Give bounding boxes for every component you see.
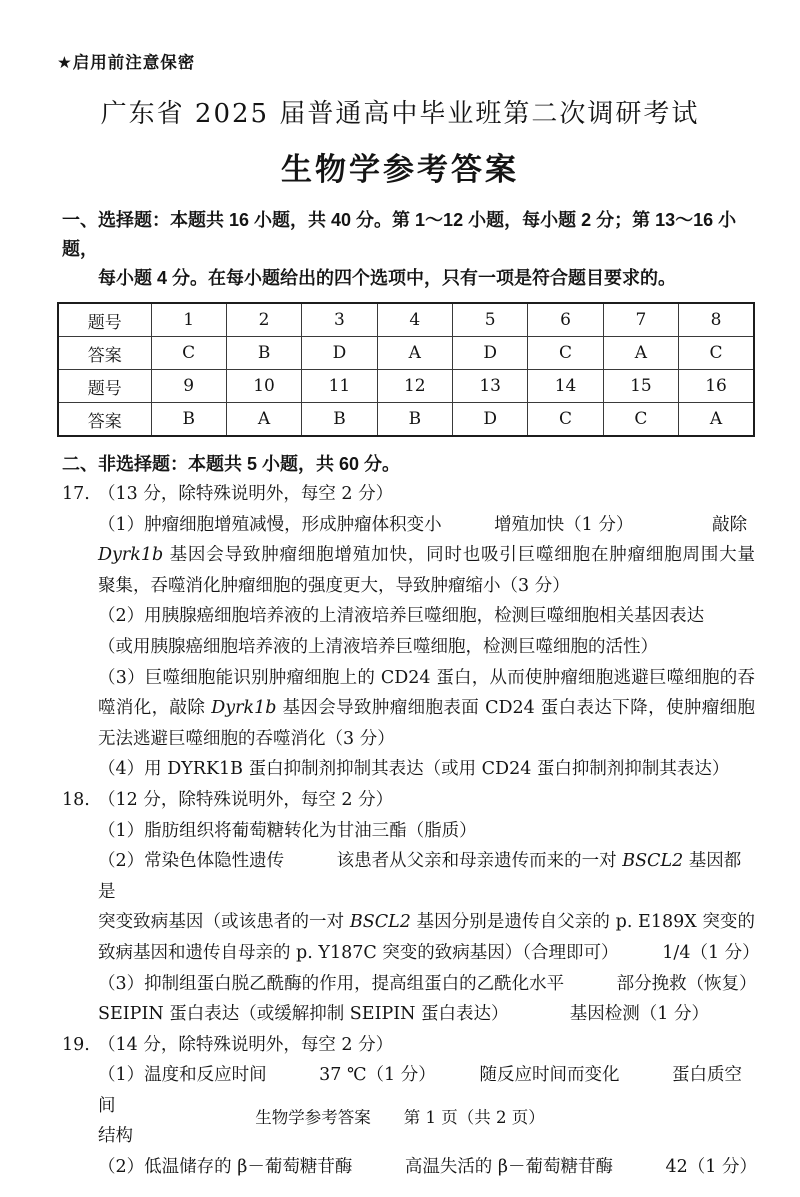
answer-line: （2）低温储存的 β－葡萄糖苷酶 高温失活的 β－葡萄糖苷酶 42（1 分）: [98, 1157, 757, 1178]
row-header: 答案: [58, 337, 151, 370]
table-cell: A: [679, 403, 754, 437]
table-cell: A: [377, 337, 452, 370]
page-footer: 生物学参考答案 第 1 页（共 2 页）: [255, 1108, 545, 1127]
table-cell: 4: [377, 303, 452, 337]
answer-line: SEIPIN 蛋白表达（或缓解抑制 SEIPIN 蛋白表达） 基因检测（1 分）: [98, 1004, 709, 1025]
table-cell: 10: [226, 370, 301, 403]
table-cell: 7: [603, 303, 678, 337]
table-cell: C: [603, 403, 678, 437]
multiple-choice-answer-table: [57, 302, 755, 437]
table-cell: D: [453, 403, 528, 437]
question-18-header: [62, 785, 755, 816]
table-cell: 15: [603, 370, 678, 403]
table-cell: 11: [302, 370, 377, 403]
table-cell: 2: [226, 303, 301, 337]
table-cell: B: [302, 403, 377, 437]
section1-heading-line1: 一、选择题：本题共 16 小题，共 40 分。第 1～12 小题，每小题 2 分；第 13～16 小题，: [62, 210, 737, 259]
answer-line: （2）用胰腺癌细胞培养液的上清液培养巨噬细胞，检测巨噬细胞相关基因表达: [98, 606, 705, 627]
answer-line: 无法逃避巨噬细胞的吞噬消化（3 分）: [98, 728, 395, 749]
table-row-answers-9-16: [58, 403, 754, 437]
answer-line: （4）用 DYRK1B 蛋白抑制剂抑制其表达（或用 CD24 蛋白抑制剂抑制其表达）: [98, 759, 730, 780]
table-cell: 3: [302, 303, 377, 337]
table-cell: 8: [679, 303, 754, 337]
answer-line: 聚集，吞噬消化肿瘤细胞的强度更大，导致肿瘤缩小（3 分）: [98, 575, 570, 596]
answer-line: 致病基因和遗传自母亲的 p. Y187C 突变的致病基因）（合理即可） 1/4（1 分）: [98, 942, 760, 963]
question-header-text: （13 分，除特殊说明外，每空 2 分）: [98, 484, 394, 504]
answer-line: 突变致病基因（或该患者的一对 BSCL2 基因分别是遗传自父亲的 p. E189X 突变的: [98, 912, 756, 933]
question-number: 18.: [62, 789, 90, 810]
table-cell: C: [528, 337, 603, 370]
section2-heading: 二、非选择题：本题共 5 小题，共 60 分。: [62, 454, 401, 474]
question-number: 19.: [62, 1034, 90, 1055]
question-header-text: （12 分，除特殊说明外，每空 2 分）: [98, 789, 394, 810]
table-cell: B: [226, 337, 301, 370]
table-cell: 16: [679, 370, 754, 403]
table-cell: 12: [377, 370, 452, 403]
table-cell: C: [679, 337, 754, 370]
security-notice: ★启用前注意保密: [57, 54, 196, 72]
table-cell: B: [377, 403, 452, 437]
question-18-block: [0, 785, 800, 1030]
table-cell: 1: [151, 303, 226, 337]
answer-line: （或用胰腺癌细胞培养液的上清液培养巨噬细胞，检测巨噬细胞的活性）: [98, 636, 658, 657]
table-row-question-numbers-1-8: [58, 303, 754, 337]
table-row-question-numbers-9-16: [58, 370, 754, 403]
answer-key-title: 生物学参考答案: [281, 152, 519, 187]
table-cell: D: [302, 337, 377, 370]
answer-line: （3）抑制组蛋白脱乙酰酶的作用，提高组蛋白的乙酰化水平 部分挽救（恢复）: [98, 973, 757, 994]
answer-line: （2）常染色体隐性遗传 该患者从父亲和母亲遗传而来的一对 BSCL2 基因都是: [98, 851, 742, 902]
table-cell: C: [151, 337, 226, 370]
table-cell: D: [453, 337, 528, 370]
answer-line: （1）肿瘤细胞增殖减慢，形成肿瘤体积变小 增殖加快（1 分） 敲除: [98, 514, 748, 535]
table-row-answers-1-8: [58, 337, 754, 370]
answer-line: （1）温度和反应时间 37 ℃（1 分） 随反应时间而变化 蛋白质空间: [98, 1065, 742, 1116]
exam-title: 广东省 2025 届普通高中毕业班第二次调研考试: [100, 99, 700, 129]
answer-line: Dyrk1b 基因会导致肿瘤细胞增殖加快，同时也吸引巨噬细胞在肿瘤细胞周围大量: [98, 545, 755, 566]
table-cell: B: [151, 403, 226, 437]
answer-line: （1）脂肪组织将葡萄糖转化为甘油三酯（脂质）: [98, 820, 477, 841]
row-header: 题号: [58, 370, 151, 403]
answer-line: 噬消化，敲除 Dyrk1b 基因会导致肿瘤细胞表面 CD24 蛋白表达下降，使肿瘤细胞: [98, 698, 755, 719]
table-cell: 14: [528, 370, 603, 403]
question-17-block: [0, 479, 800, 785]
row-header: 答案: [58, 403, 151, 437]
question-17-header: [62, 479, 755, 510]
table-cell: A: [603, 337, 678, 370]
table-cell: C: [528, 403, 603, 437]
question-number: 17.: [62, 484, 90, 504]
row-header: 题号: [58, 303, 151, 337]
answer-line: （3）巨噬细胞能识别肿瘤细胞上的 CD24 蛋白，从而使肿瘤细胞逃避巨噬细胞的吞: [98, 667, 755, 688]
table-cell: 6: [528, 303, 603, 337]
table-cell: 13: [453, 370, 528, 403]
question-header-text: （14 分，除特殊说明外，每空 2 分）: [98, 1034, 394, 1055]
section1-heading-line2: 每小题 4 分。在每小题给出的四个选项中，只有一项是符合题目要求的。: [98, 268, 677, 288]
question-19-header: [62, 1030, 755, 1061]
table-cell: A: [226, 403, 301, 437]
table-cell: 9: [151, 370, 226, 403]
table-cell: 5: [453, 303, 528, 337]
answer-line: 结构: [98, 1126, 133, 1147]
